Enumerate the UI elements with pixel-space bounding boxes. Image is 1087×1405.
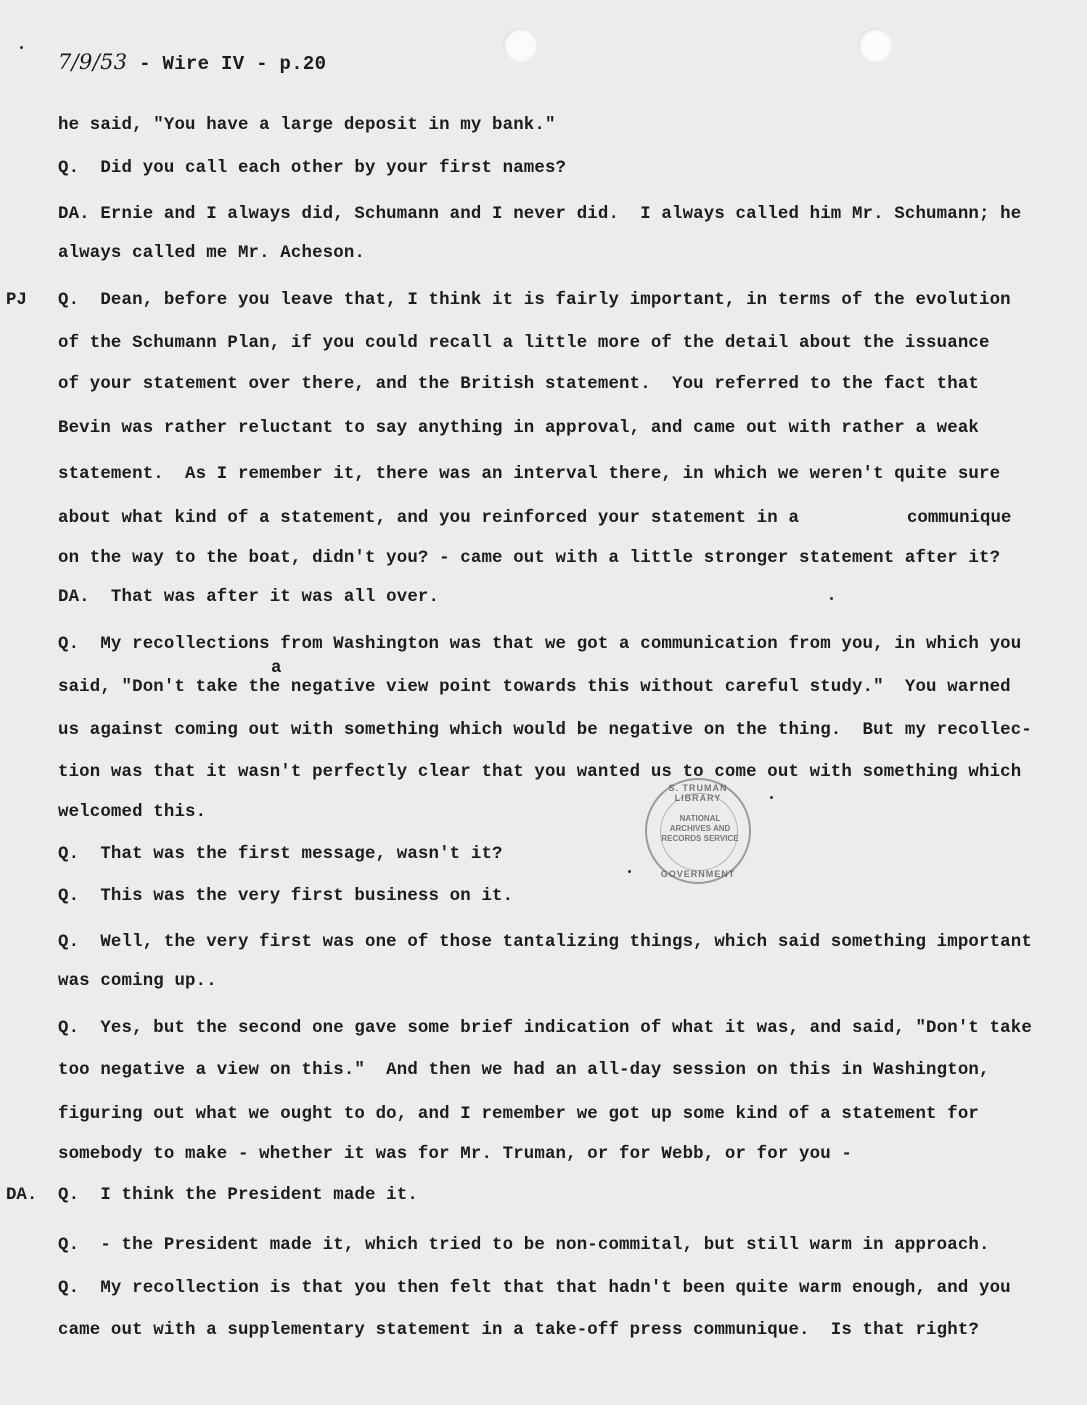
text-line: tion was that it wasn't perfectly clear that you wanted us to come out with something which bbox=[58, 763, 1022, 782]
stamp-bottom-text: GOVERNMENT bbox=[660, 869, 736, 879]
archive-stamp bbox=[645, 778, 751, 884]
margin-label-da: DA. bbox=[6, 1186, 38, 1205]
text-line: DA. Ernie and I always did, Schumann and I never did. I always called him Mr. Schumann; he bbox=[58, 205, 1022, 224]
text-line: Q. - the President made it, which tried to be non-commital, but still warm in approach. bbox=[58, 1236, 990, 1255]
text-line: Bevin was rather reluctant to say anything in approval, and came out with rather a weak bbox=[58, 419, 979, 438]
text-line: somebody to make - whether it was for Mr. Truman, or for Webb, or for you - bbox=[58, 1145, 852, 1164]
text-line: he said, "You have a large deposit in my bank." bbox=[58, 116, 556, 135]
punch-hole-left bbox=[503, 28, 537, 62]
stamp-center-text: NATIONAL ARCHIVES AND RECORDS SERVICE bbox=[661, 814, 739, 843]
margin-label-pj: PJ bbox=[6, 291, 27, 310]
text-line: Q. Dean, before you leave that, I think it is fairly important, in terms of the evolution bbox=[58, 291, 1011, 310]
text-line: welcomed this. bbox=[58, 803, 207, 822]
text-line: Q. Well, the very first was one of those tantalizing things, which said something important bbox=[58, 933, 1032, 952]
text-line: about what kind of a statement, and you reinforced your statement in a bbox=[58, 509, 800, 528]
text-line: came out with a supplementary statement in a take-off press communique. Is that right? bbox=[58, 1321, 979, 1340]
text-line: of the Schumann Plan, if you could recall a little more of the detail about the issuance bbox=[58, 334, 990, 353]
text-line: always called me Mr. Acheson. bbox=[58, 244, 365, 263]
inserted-word-communique: communique bbox=[907, 509, 1012, 528]
header-date: 7/9/53 bbox=[58, 50, 128, 74]
paper-speck bbox=[628, 870, 631, 873]
text-line: Q. Did you call each other by your first names? bbox=[58, 159, 567, 178]
text-line: too negative a view on this." And then we had an all-day session on this in Washington, bbox=[58, 1061, 990, 1080]
text-line: us against coming out with something which would be negative on the thing. But my recollec- bbox=[58, 721, 1032, 740]
text-line: on the way to the boat, didn't you? - came out with a little stronger statement after it? bbox=[58, 549, 1001, 568]
text-line: said, "Don't take the negative view point towards this without careful study." You warned bbox=[58, 678, 1011, 697]
text-line: DA. That was after it was all over. bbox=[58, 588, 440, 607]
text-line: Q. I think the President made it. bbox=[58, 1186, 418, 1205]
text-line: statement. As I remember it, there was an interval there, in which we weren't quite sure bbox=[58, 465, 1001, 484]
text-line: figuring out what we ought to do, and I remember we got up some kind of a statement for bbox=[58, 1105, 979, 1124]
stamp-top-text: S. TRUMAN LIBRARY bbox=[668, 783, 728, 803]
text-line: Q. That was the first message, wasn't it? bbox=[58, 845, 503, 864]
text-line: of your statement over there, and the British statement. You referred to the fact that bbox=[58, 375, 979, 394]
interlinear-insertion: a bbox=[271, 659, 282, 678]
text-line: was coming up.. bbox=[58, 972, 217, 991]
text-line: Q. Yes, but the second one gave some brief indication of what it was, and said, "Don't take bbox=[58, 1019, 1032, 1038]
text-line: Q. My recollections from Washington was that we got a communication from you, in which you bbox=[58, 635, 1022, 654]
text-line: Q. This was the very first business on it. bbox=[58, 887, 514, 906]
punch-hole-right bbox=[858, 28, 892, 62]
paper-speck bbox=[830, 597, 833, 600]
text-line: Q. My recollection is that you then felt that that hadn't been quite warm enough, and you bbox=[58, 1279, 1011, 1298]
paper-speck bbox=[770, 796, 773, 799]
header-title: - Wire IV - p.20 bbox=[127, 53, 327, 75]
paper-speck bbox=[20, 46, 23, 49]
page-header bbox=[58, 50, 326, 75]
